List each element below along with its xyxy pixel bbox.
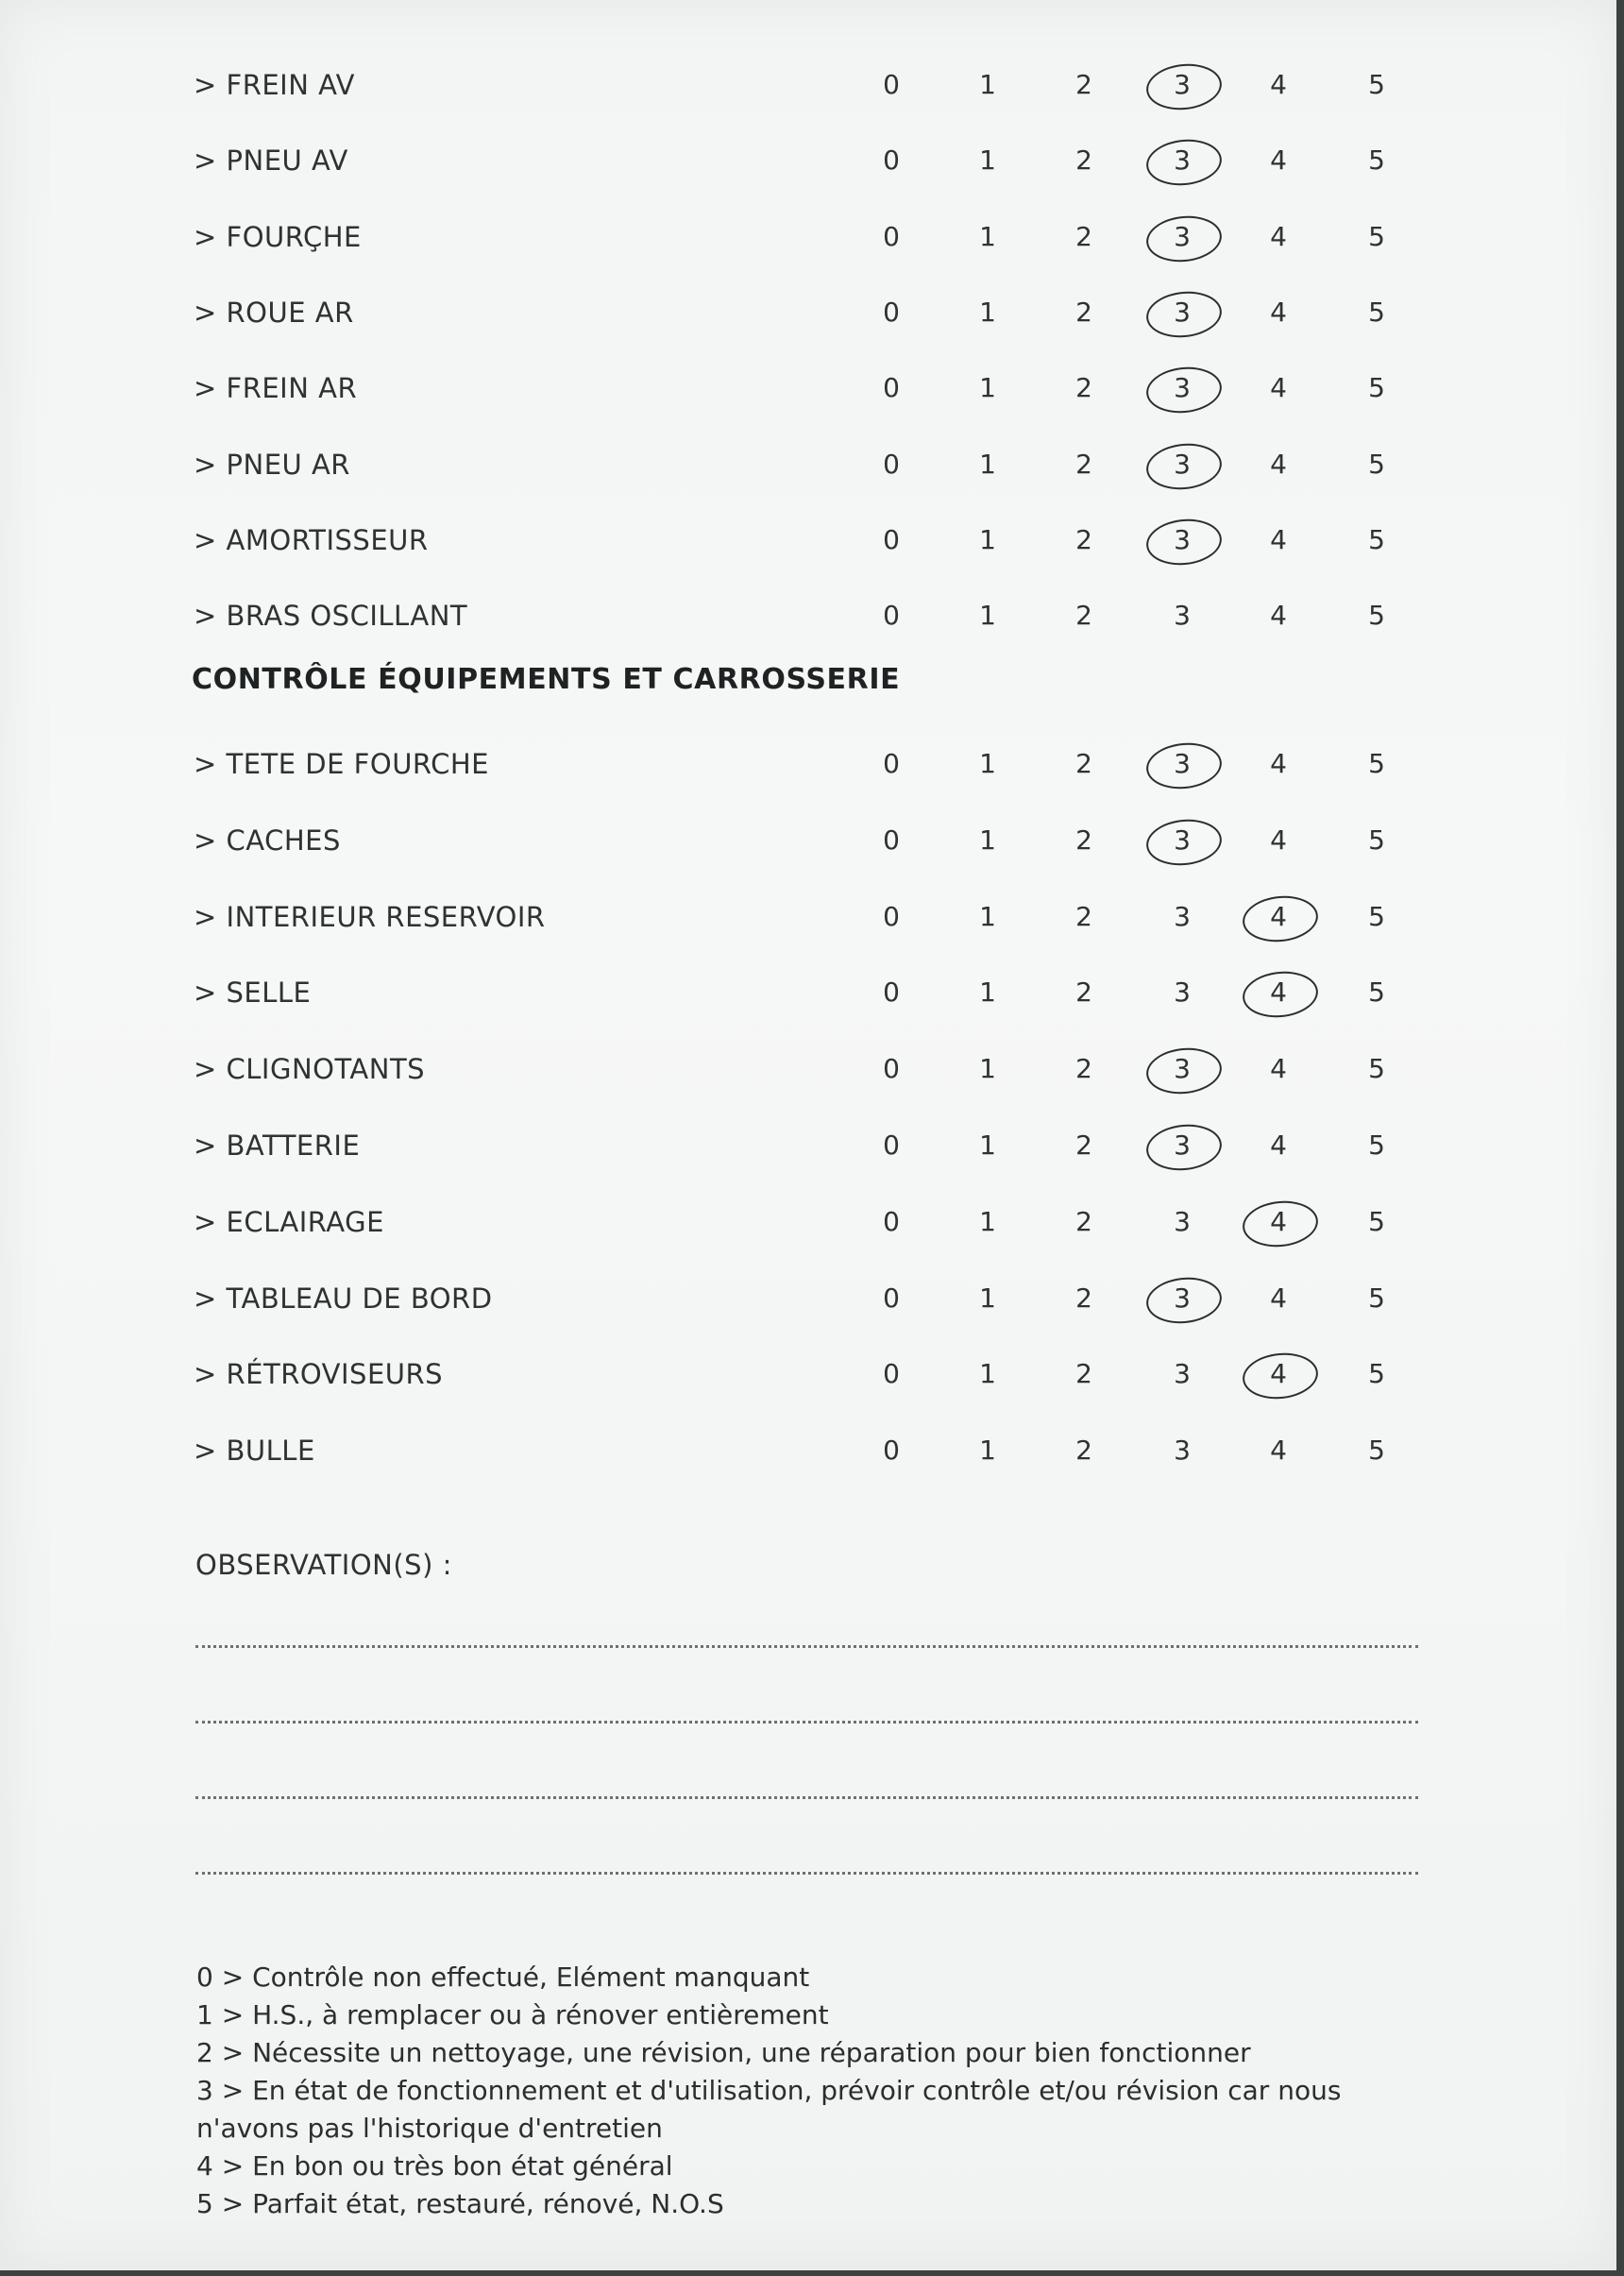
rating-option-2[interactable]: 2 (1075, 1205, 1092, 1237)
rating-option-4[interactable]: 4 (1270, 1130, 1287, 1161)
checklist-item-label: > CACHES (194, 824, 341, 857)
rating-option-1[interactable]: 1 (979, 1053, 996, 1085)
rating-option-0[interactable]: 0 (883, 296, 900, 328)
rating-option-1[interactable]: 1 (979, 600, 996, 632)
rating-option-4[interactable]: 4 (1270, 220, 1287, 252)
rating-option-4[interactable]: 4 (1250, 1346, 1307, 1402)
rating-option-0[interactable]: 0 (883, 1053, 900, 1085)
legend-item-5: 5 > Parfait état, restauré, rénové, N.O.S (196, 2188, 724, 2219)
rating-option-3[interactable]: 3 (1154, 209, 1210, 265)
rating-option-0[interactable]: 0 (883, 1435, 900, 1467)
rating-option-1[interactable]: 1 (979, 69, 996, 100)
checklist-row (0, 736, 1616, 792)
rating-option-4[interactable]: 4 (1270, 1282, 1287, 1314)
section-heading-equipment: CONTRÔLE ÉQUIPEMENTS ET CARROSSERIE (192, 663, 901, 696)
rating-option-3[interactable]: 3 (1154, 736, 1210, 792)
rating-option-0[interactable]: 0 (883, 69, 900, 100)
rating-option-3[interactable]: 3 (1174, 1435, 1191, 1467)
rating-option-2[interactable]: 2 (1075, 372, 1092, 404)
checklist-item-label: > RÉTROVISEURS (194, 1358, 444, 1391)
rating-option-3[interactable]: 3 (1154, 812, 1210, 869)
checklist-row (0, 889, 1616, 945)
rating-option-4[interactable]: 4 (1270, 448, 1287, 480)
rating-option-3[interactable]: 3 (1174, 600, 1191, 632)
rating-option-3[interactable]: 3 (1174, 1358, 1191, 1390)
checklist-row (0, 1346, 1616, 1402)
checklist-item-label: > SELLE (194, 977, 312, 1010)
rating-option-3[interactable]: 3 (1154, 284, 1210, 341)
rating-option-1[interactable]: 1 (979, 448, 996, 480)
rating-option-1[interactable]: 1 (979, 1205, 996, 1237)
rating-option-3[interactable]: 3 (1154, 1270, 1210, 1327)
checklist-row (0, 512, 1616, 569)
rating-option-2[interactable]: 2 (1075, 144, 1092, 177)
rating-option-4[interactable]: 4 (1270, 824, 1287, 856)
checklist-row (0, 1270, 1616, 1327)
rating-option-5[interactable]: 5 (1368, 1053, 1385, 1085)
rating-option-2[interactable]: 2 (1075, 220, 1092, 252)
rating-option-2[interactable]: 2 (1075, 1053, 1092, 1085)
checklist-row (0, 209, 1616, 265)
rating-option-5[interactable]: 5 (1368, 824, 1385, 856)
legend-item-0: 0 > Contrôle non effectué, Elément manquant (196, 1962, 810, 1993)
rating-option-4[interactable]: 4 (1270, 1053, 1287, 1085)
rating-option-1[interactable]: 1 (979, 900, 996, 932)
checklist-item-label: > CLIGNOTANTS (194, 1053, 426, 1086)
rating-option-0[interactable]: 0 (883, 144, 900, 177)
checklist-item-label: > PNEU AV (194, 144, 348, 178)
rating-option-3[interactable]: 3 (1154, 1117, 1210, 1174)
rating-option-2[interactable]: 2 (1075, 448, 1092, 480)
checklist-item-label: > AMORTISSEUR (194, 523, 429, 556)
checklist-item-label: > BRAS OSCILLANT (194, 600, 468, 633)
checklist-row (0, 436, 1616, 493)
rating-option-0[interactable]: 0 (883, 523, 900, 555)
rating-option-1[interactable]: 1 (979, 1358, 996, 1390)
rating-option-3[interactable]: 3 (1154, 436, 1210, 493)
checklist-row (0, 360, 1616, 416)
checklist-item-label: > PNEU AR (194, 448, 350, 481)
rating-option-4[interactable]: 4 (1250, 964, 1307, 1021)
checklist-item-label: > TETE DE FOURCHE (194, 748, 489, 780)
checklist-item-label: > ROUE AR (194, 296, 354, 329)
rating-option-3[interactable]: 3 (1154, 57, 1210, 113)
checklist-row (0, 1041, 1616, 1097)
checklist-row (0, 812, 1616, 869)
rating-legend (196, 1959, 1424, 2223)
rating-option-3[interactable]: 3 (1154, 132, 1210, 189)
rating-option-5[interactable]: 5 (1368, 1435, 1385, 1467)
checklist-row (0, 57, 1616, 113)
rating-option-0[interactable]: 0 (883, 824, 900, 856)
rating-option-5[interactable]: 5 (1368, 1205, 1385, 1237)
checklist-row (0, 1117, 1616, 1174)
checklist-row (0, 284, 1616, 341)
rating-option-1[interactable]: 1 (979, 144, 996, 177)
rating-option-2[interactable]: 2 (1075, 977, 1092, 1009)
rating-option-1[interactable]: 1 (979, 1435, 996, 1467)
rating-option-5[interactable]: 5 (1368, 144, 1385, 177)
rating-option-1[interactable]: 1 (979, 748, 996, 779)
checklist-item-label: > TABLEAU DE BORD (194, 1282, 493, 1315)
rating-option-0[interactable]: 0 (883, 1282, 900, 1314)
rating-option-1[interactable]: 1 (979, 296, 996, 328)
rating-option-2[interactable]: 2 (1075, 900, 1092, 932)
rating-option-5[interactable]: 5 (1368, 1282, 1385, 1314)
rating-option-0[interactable]: 0 (883, 1358, 900, 1390)
observation-line[interactable] (195, 1645, 1418, 1648)
checklist-item-label: > FREIN AR (194, 372, 358, 405)
rating-option-1[interactable]: 1 (979, 523, 996, 555)
checklist-item-label: > BATTERIE (194, 1130, 361, 1162)
rating-option-5[interactable]: 5 (1368, 977, 1385, 1009)
rating-option-2[interactable]: 2 (1075, 523, 1092, 555)
checklist-item-label: > BULLE (194, 1435, 315, 1468)
checklist-row (0, 1422, 1616, 1479)
rating-option-2[interactable]: 2 (1075, 600, 1092, 632)
rating-option-3[interactable]: 3 (1174, 977, 1191, 1009)
rating-option-5[interactable]: 5 (1368, 523, 1385, 555)
rating-option-1[interactable]: 1 (979, 977, 996, 1009)
rating-option-1[interactable]: 1 (979, 220, 996, 252)
rating-option-2[interactable]: 2 (1075, 824, 1092, 856)
rating-option-5[interactable]: 5 (1368, 600, 1385, 632)
rating-option-0[interactable]: 0 (883, 220, 900, 252)
observation-line[interactable] (195, 1721, 1418, 1724)
rating-option-3[interactable]: 3 (1174, 1205, 1191, 1237)
checklist-row (0, 964, 1616, 1021)
rating-option-1[interactable]: 1 (979, 372, 996, 404)
rating-option-2[interactable]: 2 (1075, 1435, 1092, 1467)
rating-option-0[interactable]: 0 (883, 600, 900, 632)
rating-option-5[interactable]: 5 (1368, 69, 1385, 100)
rating-option-4[interactable]: 4 (1270, 523, 1287, 555)
rating-option-0[interactable]: 0 (883, 372, 900, 404)
checklist-item-label: > INTERIEUR RESERVOIR (194, 900, 546, 933)
rating-option-2[interactable]: 2 (1075, 69, 1092, 100)
rating-option-4[interactable]: 4 (1250, 1194, 1307, 1250)
rating-option-4[interactable]: 4 (1270, 600, 1287, 632)
rating-option-0[interactable]: 0 (883, 977, 900, 1009)
legend-item-3: 3 > En état de fonctionnement et d'utilisation, prévoir contrôle et/ou révision car nous n'avons pas l'historique d'entretien (196, 2075, 1342, 2144)
rating-option-0[interactable]: 0 (883, 748, 900, 779)
rating-option-5[interactable]: 5 (1368, 1358, 1385, 1390)
rating-option-5[interactable]: 5 (1368, 1130, 1385, 1161)
rating-option-0[interactable]: 0 (883, 448, 900, 480)
rating-option-1[interactable]: 1 (979, 824, 996, 856)
observations-label: OBSERVATION(S) : (195, 1549, 452, 1581)
rating-option-3[interactable]: 3 (1154, 1041, 1210, 1097)
rating-option-5[interactable]: 5 (1368, 220, 1385, 252)
rating-option-0[interactable]: 0 (883, 1205, 900, 1237)
checklist-item-label: > FREIN AV (194, 69, 355, 101)
rating-option-5[interactable]: 5 (1368, 748, 1385, 779)
rating-option-2[interactable]: 2 (1075, 1358, 1092, 1390)
rating-option-3[interactable]: 3 (1154, 512, 1210, 569)
rating-option-2[interactable]: 2 (1075, 1282, 1092, 1314)
rating-option-3[interactable]: 3 (1154, 360, 1210, 416)
rating-option-2[interactable]: 2 (1075, 748, 1092, 779)
rating-option-5[interactable]: 5 (1368, 372, 1385, 404)
checklist-item-label: > FOURÇHE (194, 220, 362, 253)
rating-option-2[interactable]: 2 (1075, 1130, 1092, 1161)
observation-line[interactable] (195, 1872, 1418, 1875)
rating-option-4[interactable]: 4 (1270, 296, 1287, 328)
rating-option-3[interactable]: 3 (1174, 900, 1191, 932)
observation-line[interactable] (195, 1796, 1418, 1799)
checklist-row (0, 1194, 1616, 1250)
rating-option-1[interactable]: 1 (979, 1282, 996, 1314)
legend-item-2: 2 > Nécessite un nettoyage, une révision, une réparation pour bien fonctionner (196, 2037, 1251, 2068)
legend-item-4: 4 > En bon ou très bon état général (196, 2150, 673, 2182)
rating-option-1[interactable]: 1 (979, 1130, 996, 1161)
rating-option-4[interactable]: 4 (1250, 889, 1307, 945)
rating-option-4[interactable]: 4 (1270, 1435, 1287, 1467)
rating-option-5[interactable]: 5 (1368, 448, 1385, 480)
checklist-row (0, 587, 1616, 644)
rating-option-4[interactable]: 4 (1270, 144, 1287, 177)
legend-item-1: 1 > H.S., à remplacer ou à rénover entièrement (196, 1999, 829, 2030)
rating-option-5[interactable]: 5 (1368, 296, 1385, 328)
rating-option-2[interactable]: 2 (1075, 296, 1092, 328)
checklist-row (0, 132, 1616, 189)
rating-option-0[interactable]: 0 (883, 1130, 900, 1161)
rating-option-4[interactable]: 4 (1270, 372, 1287, 404)
rating-option-5[interactable]: 5 (1368, 900, 1385, 932)
rating-option-0[interactable]: 0 (883, 900, 900, 932)
rating-option-4[interactable]: 4 (1270, 748, 1287, 779)
checklist-item-label: > ECLAIRAGE (194, 1205, 384, 1238)
rating-option-4[interactable]: 4 (1270, 69, 1287, 100)
